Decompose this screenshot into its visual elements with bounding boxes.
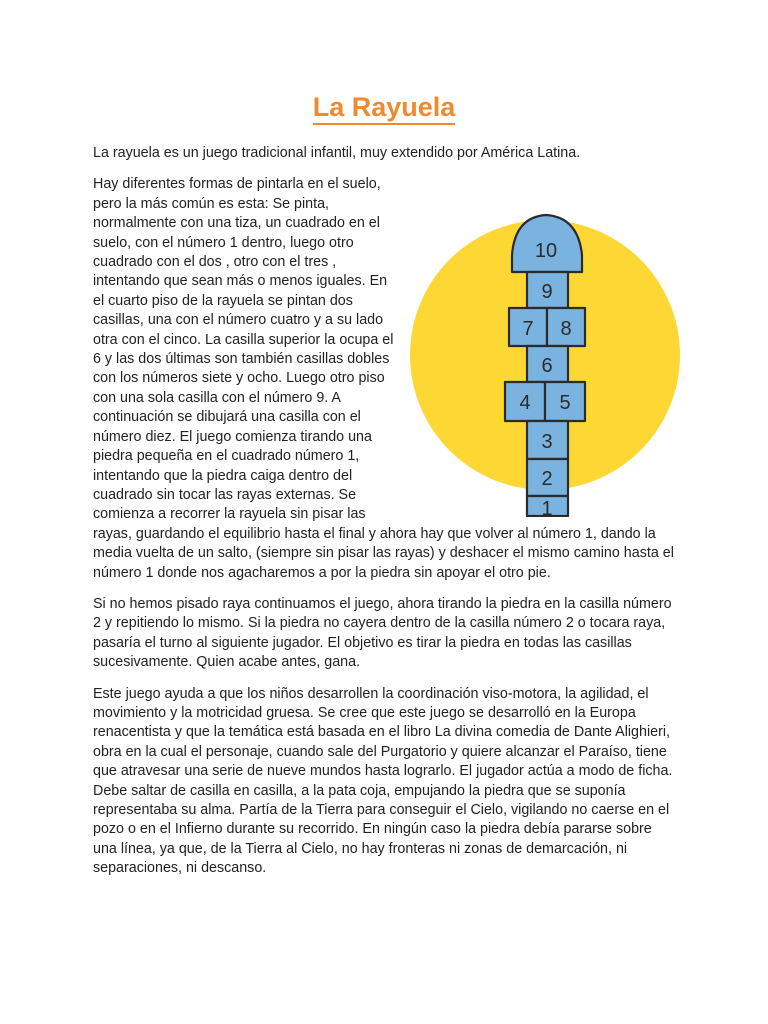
paragraph-continuation: Si no hemos pisado raya continuamos el juego, ahora tirando la piedra en la casilla número 2 y repitiendo lo mismo. Si la piedra no cayera dentro de la casilla número 2 o tocara raya, pasaría el turno al siguiente jugador. El objetivo es tirar la piedra en todas las casillas sucesivamente. Quien acabe antes, gana.	[93, 595, 672, 671]
paragraph-rules	[93, 175, 678, 583]
paragraph-history: Este juego ayuda a que los niños desarrollen la coordinación viso-motora, la agilidad, el movimiento y la motricidad gruesa. Se cree que este juego se desarrolló en la Europa renacentista y que la temática está basada en el libro La divina comedia de Dante Alighieri, obra en la cual el personaje, cuando sale del Purgatorio y quiere alcanzar el Paraíso, tiene que atravesar una serie de nueve mundos hasta lograrlo. El jugador actúa a modo de ficha. Debe saltar de casilla en casilla, a la pata coja, empujando la piedra que se suponía representaba su alma. Partía de la Tierra para conseguir el Cielo, vigilando no caerse en el pozo o en el Infierno durante su recorrido. En ningún caso la piedra debía pararse sobre una línea, ya que, de la Tierra al Cielo, no hay fronteras ni zonas de demarcación, ni separaciones, ni descanso.	[93, 685, 673, 877]
paragraph-intro: La rayuela es un juego tradicional infantil, muy extendido por América Latina.	[93, 145, 581, 161]
cell-8-label: 8	[560, 318, 572, 341]
cell-9-label: 9	[541, 281, 553, 304]
cell-2-label: 2	[541, 468, 553, 491]
cell-6-label: 6	[541, 355, 553, 378]
cell-10-label: 10	[534, 240, 558, 263]
cell-1-label: 1	[541, 498, 553, 518]
paragraph-rules-text: Hay diferentes formas de pintarla en el suelo, pero la más común es esta: Se pinta, normalmente con una tiza, un cuadrado en el suelo, con el número 1 dentro, luego otro cuadrado con el dos , otro con el tres , intentando que sean más o menos iguales. En el cuarto piso de la rayuela se pintan dos casillas, una con el número cuatro y a su lado otra con el cinco. La casilla superior la ocupa el 6 y las dos últimas son también casillas dobles con los números siete y ocho. Luego otro piso con una sola casilla con el número 9. A continuación se dibujará una casilla con el número diez. El juego comienza tirando una piedra pequeña en el cuadrado número 1, intentando que la piedra caiga dentro del cuadrado sin tocar las rayas externas. Se comienza a recorrer la rayuela sin pisar las rayas, guardando el equilibrio hasta el final y ahora hay que volver al número 1, dando la media vuelta de un salto, (siempre sin pisar las rayas) y deshacer el mismo camino hasta el número 1 donde nos agacharemos a por la piedra sin apoyar el otro pie.	[93, 176, 674, 581]
page-title-text: La Rayuela	[313, 92, 456, 125]
cell-7-label: 7	[522, 318, 534, 341]
cell-3-label: 3	[541, 431, 553, 454]
hopscotch-svg	[400, 177, 692, 517]
cell-5-label: 5	[559, 392, 571, 415]
document-body	[93, 144, 678, 891]
cell-4-label: 4	[519, 392, 531, 415]
hopscotch-illustration	[400, 177, 692, 517]
page-title	[0, 92, 768, 123]
